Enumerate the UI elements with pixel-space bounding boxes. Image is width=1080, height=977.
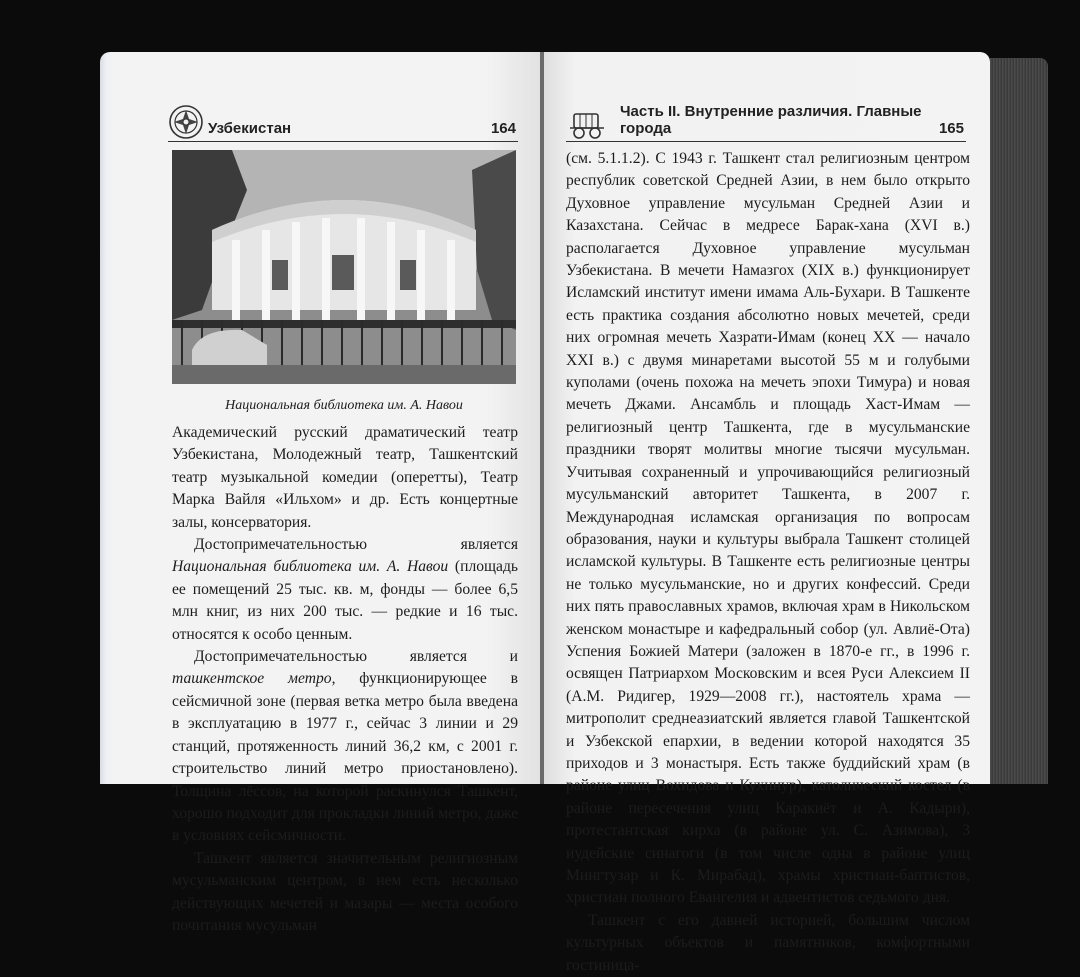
open-book: [100, 52, 1050, 974]
left-paragraph-3: Достопримечательностью является и ташкентское метро, функционирующее в сейсмичной зоне (первая ветка метро была введена в эксплуатацию в 1977 г., сейчас 3 линии и 29 станций, протяженность линий 36,2 км, с 2001 г. строительство линий метро приостановлено). Толщина лёссов, на которой раскинулся Ташкент, хорошо подходит для прокладки линий метро, даже в условиях сейсмичности.: [172, 648, 519, 845]
right-paragraph-1: (см. 5.1.1.2). С 1943 г. Ташкент стал религиозным центром республик советской Средней Азии, в нем было открыто Духовное управление мусульман Средней Азии и Казахстана. Сейчас в медресе Барак-хана (XVI в.) располагается Духовное управление мусульман Узбекистана. В мечети Намазгох (XIX в.) функционирует Исламский институт имени имама Аль-Бухари. В Ташкенте есть практика создания абсолютно новых мечетей, среди них огромная мечеть Хазрати-Имам (конец XX — начало XXI в.) с двумя минаретами высотой 55 м и голубыми куполами (очень похожа на мечеть эпохи Тимура) и новая мечеть Джами. Ансамбль и площадь Хаст-Имам — религиозный центр Ташкента, где в мусульманские праздники творят молитвы многие тысячи мусульман. Учитывая сохраненный и упрочивающийся религиозный мусульманский авторитет Ташкента, в 2007 г. Международная исламская организация по вопросам образования, науки и культуры выбрала Ташкент столицей исламской культуры. В Ташкенте есть религиозные центры не только мусульманские, но и других конфессий. Среди них пять православных храмов, включая храм в Никольском женском монастыре и кафедральный собор (ул. Авлиё-Ота) Успения Божией Матери (заложен в 1870-е гг., в 1996 г. освящен Патриархом Московским и всея Руси Алексием II (А.М. Ридигер, 1929—2008 гг.), настоятель храма — митрополит среднеазиатский является главой Ташкентской и Узбекской епархии, в ведении которой находятся 35 приходов и 3 монастыря. Есть также буддийский храм (в районе улиц Вохидова и Кухинур), католический костел (в районе пересечения улиц Каракиёт и А. Кадыри), протестантская кирха (в районе ул. С. Азимова), 3 иудейские синагоги (в том числе одна в районе улиц Мингтузар и К. Мирабад), храмы христиан-баптистов, христиан полного Евангелия и адвентистов седьмого дня.: [566, 150, 970, 907]
header-rule: [566, 141, 966, 142]
right-page: [544, 52, 990, 974]
right-body-text: [566, 148, 970, 977]
right-header-title: Часть II. Внутренние различия. Главные города: [620, 103, 922, 137]
right-running-head: [566, 96, 966, 142]
right-page-number: 165: [938, 120, 964, 137]
ornament-emblem-icon: [168, 104, 204, 140]
left-paragraph-1: Академический русский драматический театр Узбекистана, Молодежный театр, Ташкентский театр музыкальной комедии (оперетты), Театр Марка Вайля «Ильхом» и др. Есть концертные залы, консерватория.: [172, 424, 518, 531]
left-header-title: Узбекистан: [208, 120, 292, 137]
left-page: [100, 52, 540, 934]
left-body-text: [172, 422, 518, 937]
library-photo: [172, 150, 516, 384]
left-paragraph-2: Достопримечательностью является Национальная библиотека им. А. Навои (площадь ее помещений 25 тыс. кв. м, фонды — более 6,5 млн книг, из них 200 тыс. — редкие и 16 тыс. относятся к особо ценным.: [172, 536, 518, 643]
page-edges: [990, 58, 1048, 784]
left-paragraph-4: Ташкент является значительным религиозным мусульманским центром, в нем есть несколько действующих мечетей и мазары — места особого почитания мусульман: [172, 849, 518, 934]
header-rule: [168, 141, 518, 142]
right-paragraph-2: Ташкент с его давней историей, большим числом культурных объектов и памятников, комфортными гостиница-: [566, 911, 970, 974]
left-running-head: [168, 96, 518, 142]
photo-caption: Национальная библиотека им. А. Навои: [225, 398, 463, 413]
cart-emblem-icon: [566, 110, 608, 140]
left-page-number: 164: [490, 120, 516, 137]
